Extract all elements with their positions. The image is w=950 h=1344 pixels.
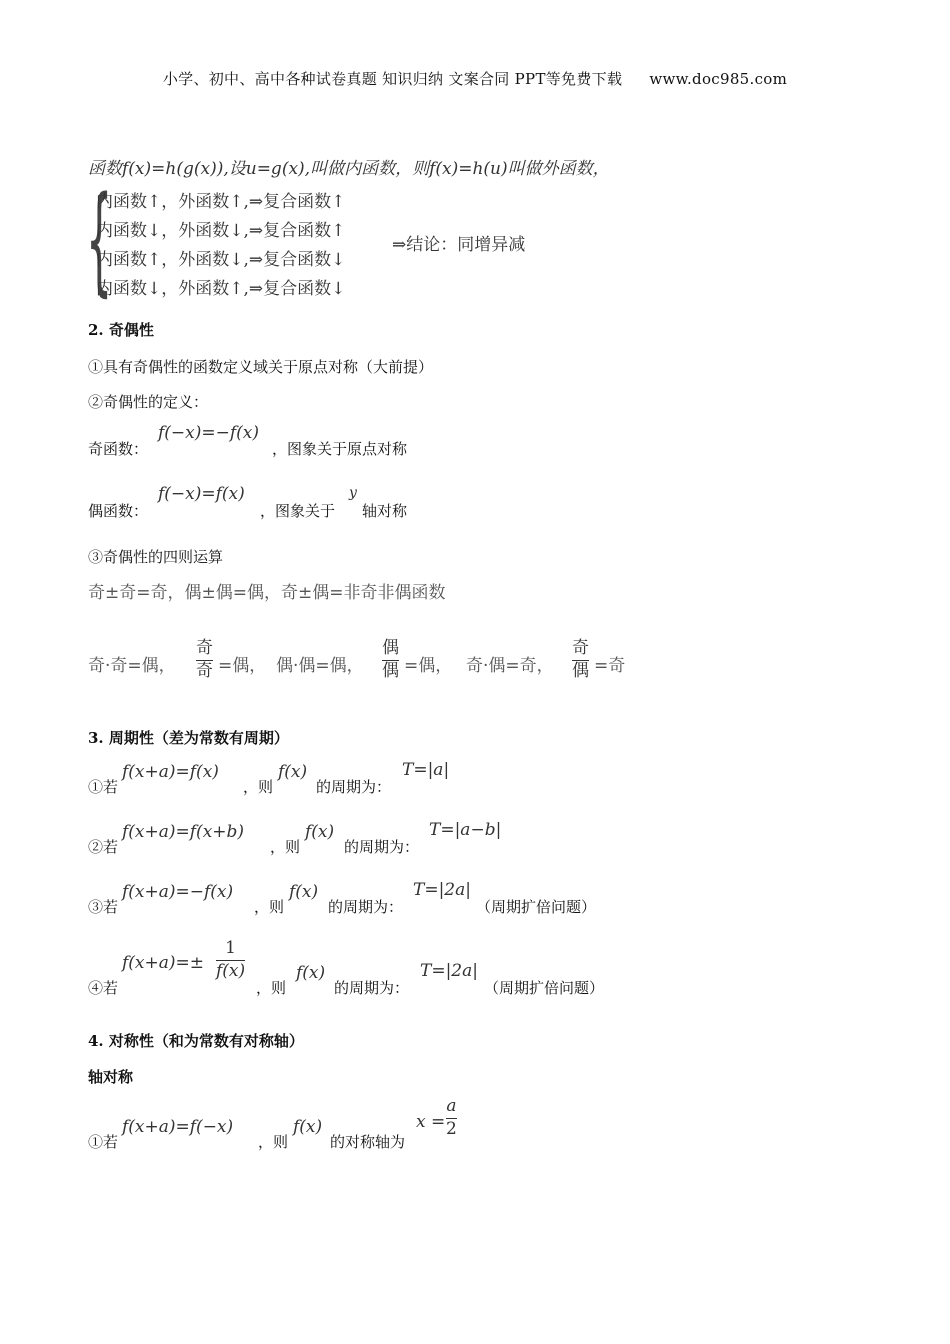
- composite-rule-2: 内函数↓，外函数↓,⇒复合函数↑: [96, 221, 346, 241]
- parity-div-1-den: 奇: [196, 660, 213, 681]
- parity-mul-1: 奇·奇=偶，: [88, 656, 176, 676]
- period-item-3-cond: f(x+a)=−f(x): [122, 882, 234, 902]
- parity-mul-3: 奇·偶=奇，: [466, 656, 554, 676]
- parity-div-3-result: =奇: [594, 656, 626, 676]
- header-text: 小学、初中、高中各种试卷真题 知识归纳 文案合同 PPT等免费下载: [162, 70, 623, 88]
- parity-div-3-fraction: [572, 640, 589, 681]
- period-item-3-pre: ③若: [88, 898, 119, 916]
- parity-item-3: ③奇偶性的四则运算: [88, 548, 224, 566]
- even-desc-b: 轴对称: [362, 502, 408, 520]
- parity-div-2-num: 偶: [382, 638, 399, 658]
- symmetry-item-1-cond: f(x+a)=f(−x): [122, 1117, 234, 1137]
- period-item-4-pre: ④若: [88, 979, 119, 997]
- period-item-2-mid: ，则: [270, 838, 301, 856]
- period-item-4-fraction: [216, 940, 245, 981]
- period-item-1-mid: ，则: [243, 778, 274, 796]
- symmetry-item-1-post: 的对称轴为: [330, 1133, 406, 1151]
- axis-fraction: [446, 1098, 457, 1139]
- period-item-3-f: f(x): [289, 882, 319, 902]
- page-header: [0, 68, 950, 89]
- parity-div-2-result: =偶，: [404, 656, 453, 676]
- period-item-4-cond-lhs: f(x+a)=±: [122, 953, 205, 973]
- symmetry-item-1-pre: ①若: [88, 1133, 119, 1151]
- odd-desc: ，图象关于原点对称: [272, 440, 408, 458]
- parity-addsub: 奇±奇=奇，偶±偶=偶，奇±偶=非奇非偶函数: [88, 583, 446, 603]
- axis-den: 2: [446, 1118, 457, 1139]
- period-item-4-den: f(x): [216, 960, 246, 981]
- parity-item-1: ①具有奇偶性的函数定义域关于原点对称（大前提）: [88, 358, 434, 376]
- period-item-2-post: 的周期为：: [344, 838, 420, 856]
- period-item-4-T: T=|2a|: [420, 961, 478, 981]
- period-item-2-cond: f(x+a)=f(x+b): [122, 822, 245, 842]
- composite-intro: 函数f(x)=h(g(x)),设u=g(x),叫做内函数，则f(x)=h(u)叫做外函数，: [88, 159, 610, 179]
- parity-div-1-fraction: [196, 640, 213, 681]
- period-item-2-f: f(x): [305, 822, 335, 842]
- parity-div-1-result: =偶，: [218, 656, 267, 676]
- axis-lhs: x =: [416, 1112, 446, 1132]
- even-y: y: [349, 485, 357, 501]
- period-item-3-note: （周期扩倍问题）: [476, 898, 597, 916]
- parity-div-2-fraction: [382, 640, 399, 681]
- period-item-2-pre: ②若: [88, 838, 119, 856]
- period-item-1-T: T=|a|: [402, 760, 450, 780]
- period-item-4-f: f(x): [296, 963, 326, 983]
- period-item-3-mid: ，则: [254, 898, 285, 916]
- parity-div-2-den: 偶: [382, 660, 399, 681]
- parity-div-1-num: 奇: [196, 638, 213, 658]
- period-item-2-T: T=|a−b|: [429, 820, 502, 840]
- period-item-4-note: （周期扩倍问题）: [484, 979, 605, 997]
- symmetry-title: 4. 对称性（和为常数有对称轴）: [88, 1032, 304, 1050]
- period-item-1-cond: f(x+a)=f(x): [122, 762, 219, 782]
- parity-div-3-den: 偶: [572, 660, 589, 681]
- parity-item-2: ②奇偶性的定义：: [88, 393, 209, 411]
- period-item-3-post: 的周期为：: [328, 898, 404, 916]
- composite-rule-1: 内函数↑，外函数↑,⇒复合函数↑: [96, 192, 346, 212]
- period-item-1-pre: ①若: [88, 778, 119, 796]
- composite-rule-4: 内函数↓，外函数↑,⇒复合函数↓: [96, 279, 346, 299]
- period-item-1-post: 的周期为：: [316, 778, 392, 796]
- period-item-4-post: 的周期为：: [334, 979, 410, 997]
- symmetry-item-1-mid: ，则: [258, 1133, 289, 1151]
- period-item-4-num: 1: [225, 938, 236, 958]
- period-item-3-T: T=|2a|: [413, 880, 471, 900]
- period-item-1-f: f(x): [278, 762, 308, 782]
- left-brace: {: [86, 170, 113, 308]
- symmetry-subtitle: 轴对称: [88, 1068, 134, 1086]
- axis-num: a: [446, 1096, 457, 1116]
- odd-label: 奇函数：: [88, 440, 149, 458]
- period-item-4-mid: ，则: [256, 979, 287, 997]
- composite-conclusion: ⇒结论：同增异减: [392, 235, 526, 255]
- even-formula: f(−x)=f(x): [158, 484, 245, 504]
- parity-title: 2. 奇偶性: [88, 321, 154, 339]
- period-title: 3. 周期性（差为常数有周期）: [88, 729, 289, 747]
- even-desc-a: ，图象关于: [260, 502, 336, 520]
- parity-div-3-num: 奇: [572, 638, 589, 658]
- header-site: www.doc985.com: [649, 70, 788, 88]
- composite-rule-3: 内函数↑，外函数↓,⇒复合函数↓: [96, 250, 346, 270]
- even-label: 偶函数：: [88, 502, 149, 520]
- symmetry-item-1-f: f(x): [293, 1117, 323, 1137]
- odd-formula: f(−x)=−f(x): [158, 423, 260, 443]
- parity-mul-2: 偶·偶=偶，: [276, 656, 364, 676]
